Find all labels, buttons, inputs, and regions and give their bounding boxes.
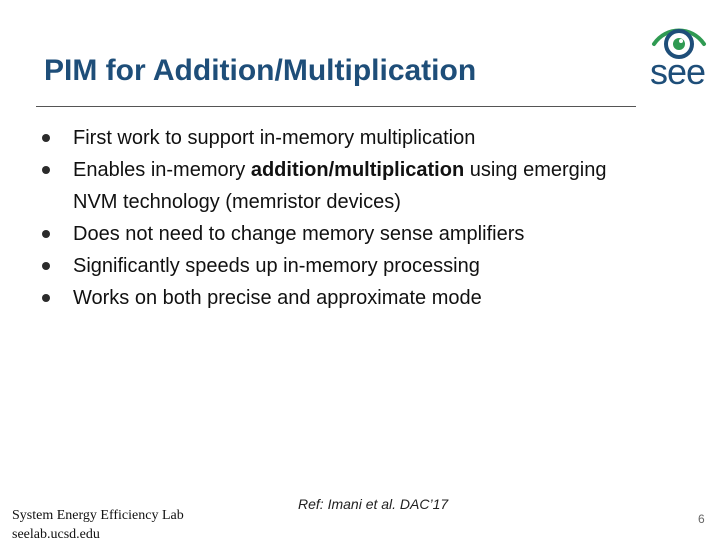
footer-lab-name: System Energy Efficiency Lab bbox=[12, 508, 184, 523]
reference-note: Ref: Imani et al. DAC’17 bbox=[298, 496, 449, 512]
bullet-text: Works on both precise and approximate mode bbox=[73, 287, 482, 309]
bullet-item bbox=[42, 154, 682, 218]
bullet-dot-icon bbox=[42, 134, 50, 142]
bullet-item bbox=[42, 250, 682, 282]
bullet-text-part: using emerging bbox=[464, 159, 607, 181]
bullet-dot-icon bbox=[42, 230, 50, 238]
bullet-dot-icon bbox=[42, 262, 50, 270]
bullet-item bbox=[42, 218, 682, 250]
bullet-text: Does not need to change memory sense amplifiers bbox=[73, 223, 525, 245]
bullet-text-part: Enables in-memory bbox=[73, 159, 251, 181]
page-number: 6 bbox=[698, 512, 705, 526]
slide-title: PIM for Addition/Multiplication bbox=[44, 54, 477, 87]
title-divider bbox=[36, 106, 636, 107]
logo-wordmark: see bbox=[650, 51, 706, 92]
bullet-text-continuation: NVM technology (memristor devices) bbox=[73, 191, 401, 213]
bullet-bold-text: addition/multiplication bbox=[250, 159, 465, 181]
footer-lab-url: seelab.ucsd.edu bbox=[12, 527, 100, 542]
bullet-text: Significantly speeds up in-memory processing bbox=[73, 255, 480, 277]
bullet-text: First work to support in-memory multiplication bbox=[73, 127, 476, 149]
footer-lab-info bbox=[12, 506, 184, 544]
bullet-text bbox=[73, 154, 682, 186]
bullet-list bbox=[42, 122, 682, 314]
bullet-item bbox=[42, 122, 682, 154]
bullet-item bbox=[42, 282, 682, 314]
bullet-dot-icon bbox=[42, 166, 50, 174]
bullet-dot-icon bbox=[42, 294, 50, 302]
